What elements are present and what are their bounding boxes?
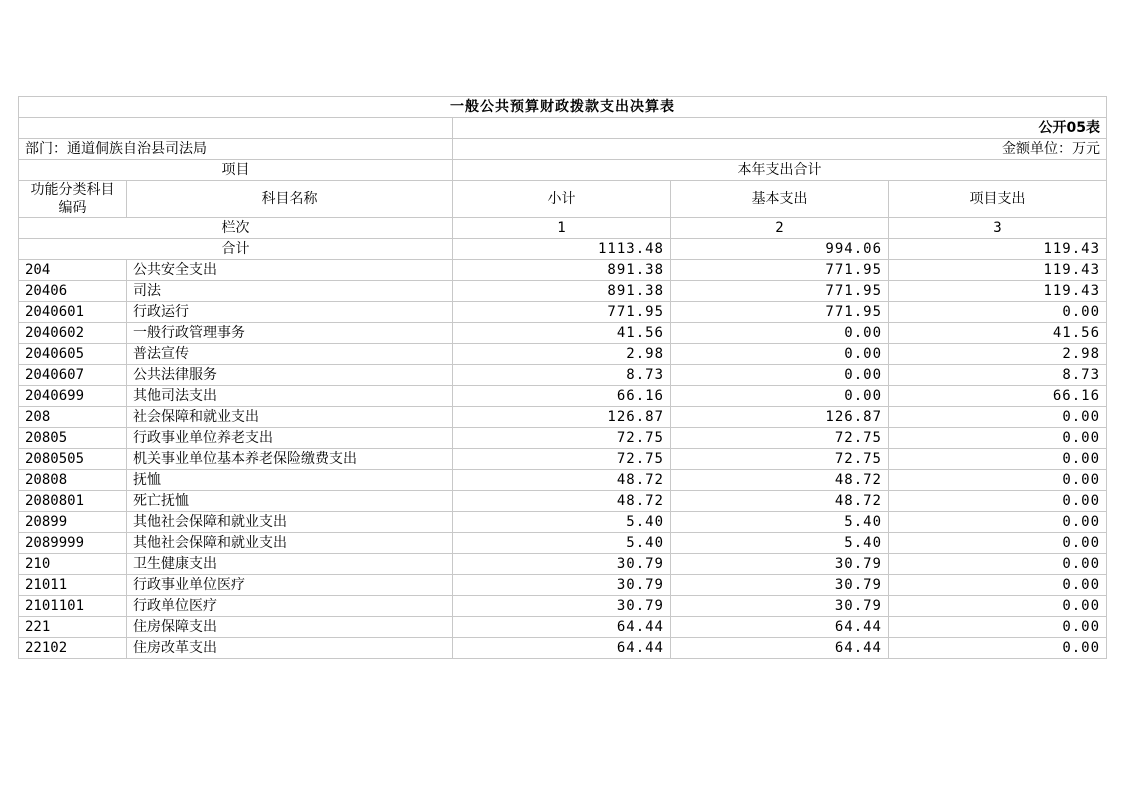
project-cell: 0.00 — [889, 302, 1107, 323]
table-row — [19, 428, 1107, 449]
name-cell: 机关事业单位基本养老保险缴费支出 — [127, 449, 453, 470]
table-row — [19, 533, 1107, 554]
header-code: 功能分类科目编码 — [19, 181, 127, 218]
basic-cell: 64.44 — [671, 617, 889, 638]
project-cell: 0.00 — [889, 470, 1107, 491]
table-row — [19, 449, 1107, 470]
subtotal-cell: 48.72 — [453, 470, 671, 491]
subtotal-cell: 66.16 — [453, 386, 671, 407]
total-label: 合计 — [19, 239, 453, 260]
basic-cell: 30.79 — [671, 596, 889, 617]
subtotal-cell: 5.40 — [453, 512, 671, 533]
budget-expenditure-table — [18, 96, 1107, 659]
project-cell: 0.00 — [889, 449, 1107, 470]
project-cell: 0.00 — [889, 428, 1107, 449]
project-cell: 0.00 — [889, 407, 1107, 428]
code-cell: 20406 — [19, 281, 127, 302]
project-cell: 0.00 — [889, 617, 1107, 638]
project-cell: 41.56 — [889, 323, 1107, 344]
table-row — [19, 281, 1107, 302]
code-cell: 221 — [19, 617, 127, 638]
table-row — [19, 596, 1107, 617]
code-cell: 2080505 — [19, 449, 127, 470]
code-cell: 20808 — [19, 470, 127, 491]
code-cell: 2101101 — [19, 596, 127, 617]
table-row — [19, 302, 1107, 323]
name-cell: 其他社会保障和就业支出 — [127, 512, 453, 533]
page-title: 一般公共预算财政拨款支出决算表 — [19, 97, 1107, 118]
basic-cell: 72.75 — [671, 428, 889, 449]
subtotal-cell: 30.79 — [453, 554, 671, 575]
subtotal-cell: 771.95 — [453, 302, 671, 323]
name-cell: 行政事业单位养老支出 — [127, 428, 453, 449]
column-index-2: 2 — [671, 218, 889, 239]
basic-cell: 0.00 — [671, 344, 889, 365]
table-row — [19, 386, 1107, 407]
project-cell: 0.00 — [889, 638, 1107, 659]
header-total-group: 本年支出合计 — [453, 160, 1107, 181]
name-cell: 社会保障和就业支出 — [127, 407, 453, 428]
project-cell: 2.98 — [889, 344, 1107, 365]
subtotal-cell: 30.79 — [453, 575, 671, 596]
subtotal-cell: 126.87 — [453, 407, 671, 428]
unit-label: 金额单位：万元 — [453, 139, 1107, 160]
code-cell: 2040607 — [19, 365, 127, 386]
table-row — [19, 512, 1107, 533]
basic-cell: 0.00 — [671, 323, 889, 344]
title-row — [19, 97, 1107, 118]
basic-cell: 48.72 — [671, 470, 889, 491]
basic-cell: 0.00 — [671, 365, 889, 386]
total-subtotal: 1113.48 — [453, 239, 671, 260]
name-cell: 公共安全支出 — [127, 260, 453, 281]
name-cell: 普法宣传 — [127, 344, 453, 365]
name-cell: 行政运行 — [127, 302, 453, 323]
code-cell: 21011 — [19, 575, 127, 596]
name-cell: 住房改革支出 — [127, 638, 453, 659]
code-cell: 2040601 — [19, 302, 127, 323]
basic-cell: 771.95 — [671, 302, 889, 323]
code-cell: 2089999 — [19, 533, 127, 554]
code-cell: 2080801 — [19, 491, 127, 512]
project-cell: 0.00 — [889, 533, 1107, 554]
subtotal-cell: 64.44 — [453, 638, 671, 659]
code-cell: 22102 — [19, 638, 127, 659]
table-row — [19, 344, 1107, 365]
code-cell: 20899 — [19, 512, 127, 533]
basic-cell: 5.40 — [671, 512, 889, 533]
basic-cell: 0.00 — [671, 386, 889, 407]
name-cell: 行政单位医疗 — [127, 596, 453, 617]
name-cell: 公共法律服务 — [127, 365, 453, 386]
project-cell: 0.00 — [889, 575, 1107, 596]
form-tag-row — [19, 118, 1107, 139]
name-cell: 司法 — [127, 281, 453, 302]
basic-cell: 72.75 — [671, 449, 889, 470]
total-row — [19, 239, 1107, 260]
table-row — [19, 365, 1107, 386]
table-row — [19, 260, 1107, 281]
form-tag-spacer — [19, 118, 453, 139]
name-cell: 死亡抚恤 — [127, 491, 453, 512]
project-cell: 8.73 — [889, 365, 1107, 386]
name-cell: 抚恤 — [127, 470, 453, 491]
project-cell: 119.43 — [889, 281, 1107, 302]
table-row — [19, 554, 1107, 575]
name-cell: 住房保障支出 — [127, 617, 453, 638]
project-cell: 0.00 — [889, 491, 1107, 512]
name-cell: 其他司法支出 — [127, 386, 453, 407]
code-cell: 20805 — [19, 428, 127, 449]
basic-cell: 771.95 — [671, 260, 889, 281]
header-basic: 基本支出 — [671, 181, 889, 218]
subtotal-cell: 72.75 — [453, 449, 671, 470]
subtotal-cell: 64.44 — [453, 617, 671, 638]
table-row — [19, 491, 1107, 512]
table-row — [19, 575, 1107, 596]
department-row — [19, 139, 1107, 160]
header-row-2 — [19, 181, 1107, 218]
project-cell: 119.43 — [889, 260, 1107, 281]
name-cell: 行政事业单位医疗 — [127, 575, 453, 596]
table-row — [19, 323, 1107, 344]
project-cell: 0.00 — [889, 554, 1107, 575]
table-row — [19, 638, 1107, 659]
code-cell: 2040699 — [19, 386, 127, 407]
header-subtotal: 小计 — [453, 181, 671, 218]
basic-cell: 5.40 — [671, 533, 889, 554]
column-index-1: 1 — [453, 218, 671, 239]
basic-cell: 30.79 — [671, 554, 889, 575]
code-cell: 208 — [19, 407, 127, 428]
basic-cell: 771.95 — [671, 281, 889, 302]
subtotal-cell: 891.38 — [453, 281, 671, 302]
basic-cell: 48.72 — [671, 491, 889, 512]
column-index-3: 3 — [889, 218, 1107, 239]
table-row — [19, 617, 1107, 638]
subtotal-cell: 48.72 — [453, 491, 671, 512]
total-project: 119.43 — [889, 239, 1107, 260]
column-index-label: 栏次 — [19, 218, 453, 239]
header-name: 科目名称 — [127, 181, 453, 218]
department-label: 部门：通道侗族自治县司法局 — [19, 139, 453, 160]
basic-cell: 126.87 — [671, 407, 889, 428]
name-cell: 一般行政管理事务 — [127, 323, 453, 344]
project-cell: 0.00 — [889, 596, 1107, 617]
subtotal-cell: 2.98 — [453, 344, 671, 365]
total-basic: 994.06 — [671, 239, 889, 260]
subtotal-cell: 8.73 — [453, 365, 671, 386]
subtotal-cell: 891.38 — [453, 260, 671, 281]
basic-cell: 64.44 — [671, 638, 889, 659]
header-row-1 — [19, 160, 1107, 181]
table-row — [19, 470, 1107, 491]
project-cell: 66.16 — [889, 386, 1107, 407]
table-row — [19, 407, 1107, 428]
project-cell: 0.00 — [889, 512, 1107, 533]
subtotal-cell: 41.56 — [453, 323, 671, 344]
form-tag: 公开05表 — [453, 118, 1107, 139]
subtotal-cell: 72.75 — [453, 428, 671, 449]
name-cell: 卫生健康支出 — [127, 554, 453, 575]
code-cell: 2040605 — [19, 344, 127, 365]
header-item: 项目 — [19, 160, 453, 181]
subtotal-cell: 5.40 — [453, 533, 671, 554]
subtotal-cell: 30.79 — [453, 596, 671, 617]
code-cell: 2040602 — [19, 323, 127, 344]
column-index-row — [19, 218, 1107, 239]
code-cell: 204 — [19, 260, 127, 281]
header-project: 项目支出 — [889, 181, 1107, 218]
basic-cell: 30.79 — [671, 575, 889, 596]
code-cell: 210 — [19, 554, 127, 575]
name-cell: 其他社会保障和就业支出 — [127, 533, 453, 554]
